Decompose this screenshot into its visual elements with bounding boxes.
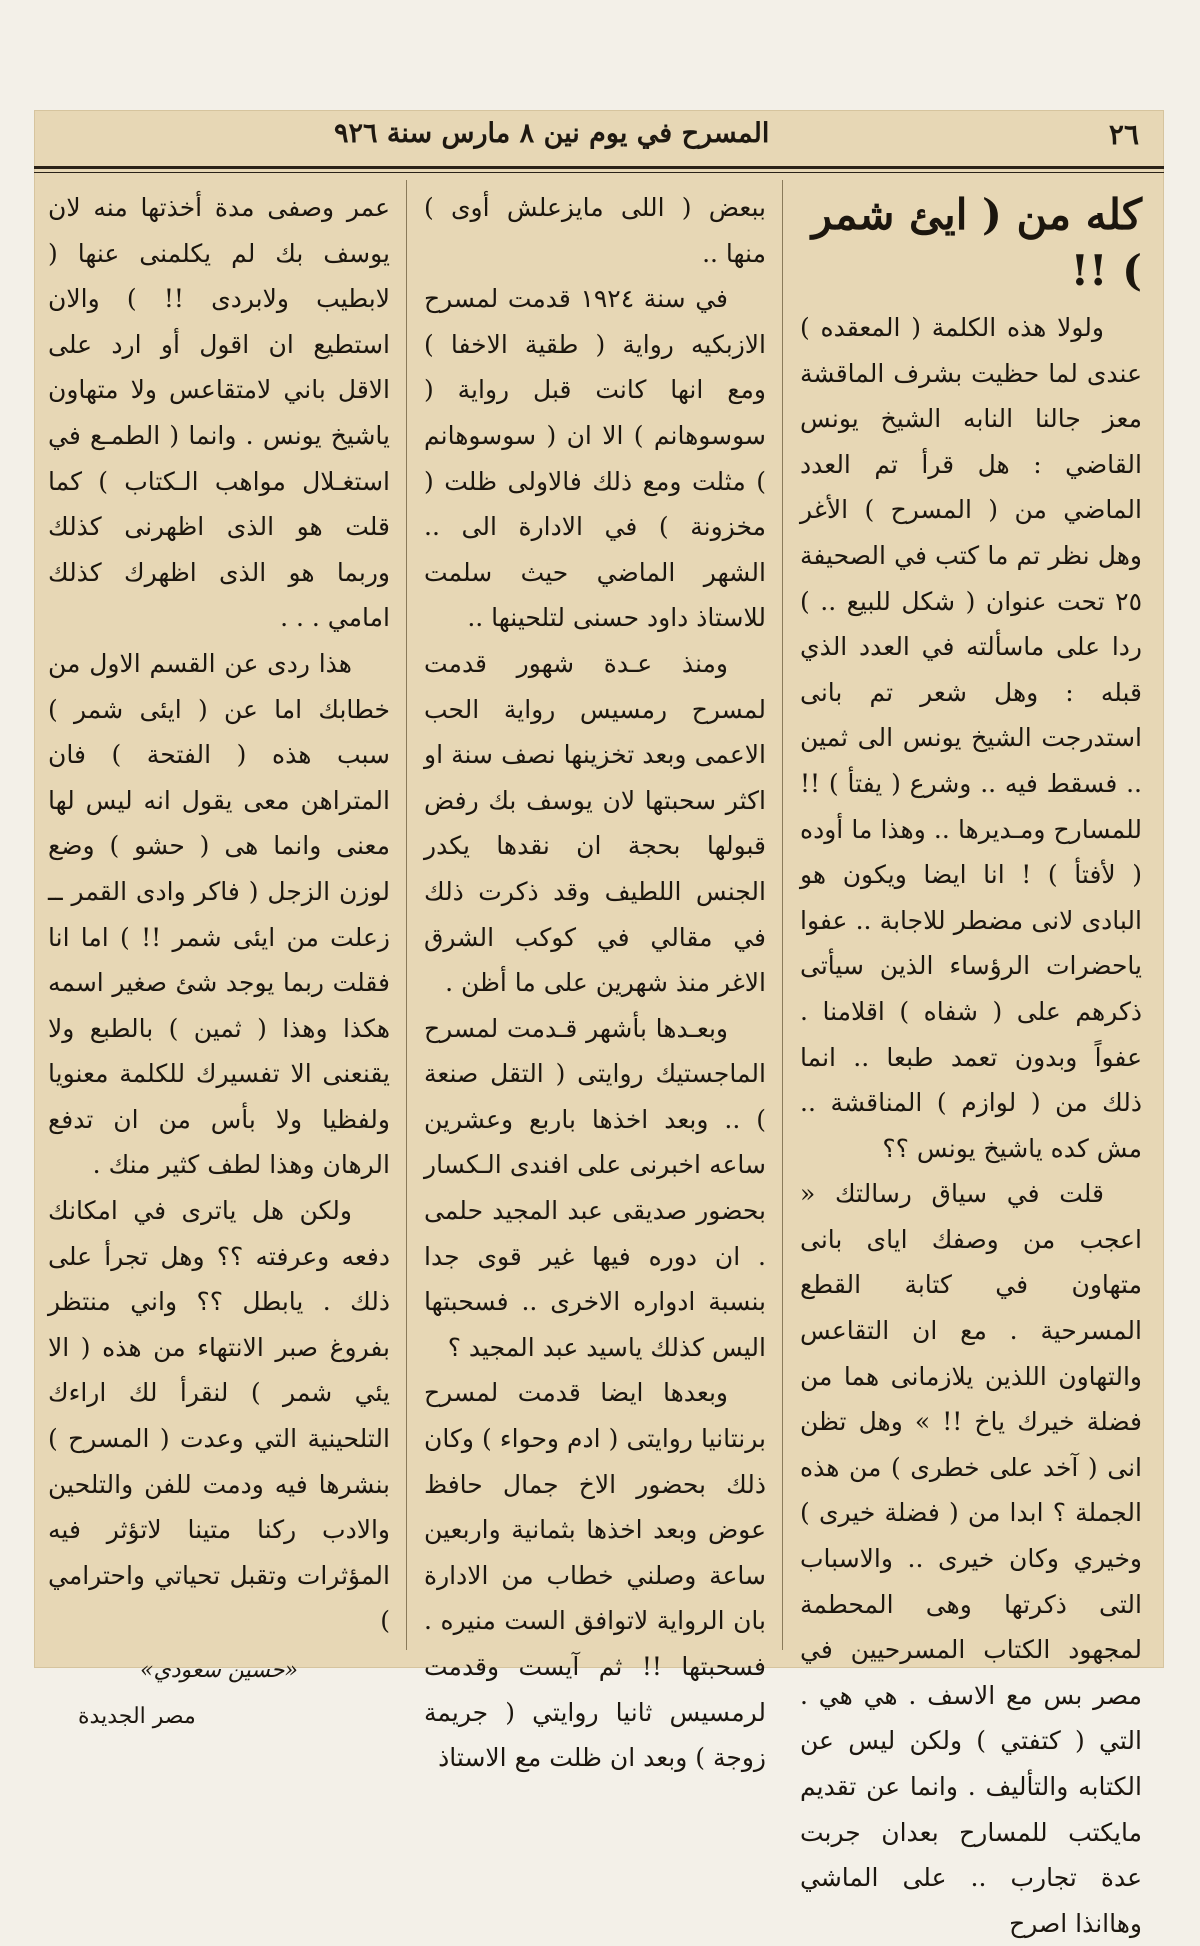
paragraph: في سنة ١٩٢٤ قدمت لمسرح الازبكيه رواية ( طقية الاخفا ) ومع انها كانت قبل رواية ( سوسوهانم ) الا ان ( سوسوهانم ) مثلت ومع ذلك فالاولى ظلت ( مخزونة ) في الادارة الى .. الشهر الماضي حيث سلمت للاستاذ داود حسنى لتلحينها .. bbox=[424, 284, 766, 633]
page-number: ٢٦ bbox=[1108, 118, 1139, 151]
paragraph: قلت في سياق رسالتك « اعجب من وصفك اياى بانى متهاون في كتابة القطع المسرحية . مع ان التقاعس والتهاون اللذين يلازمانى هما من فضلة خيرك ياخ !! » وهل تظن انى ( آخد على خطرى ) من هذه الجملة ؟ ابدا من ( فضلة خيرى ) وخيري وكان خيرى .. والاسباب التى ذكرتها وهى المحطمة لمجهود الكتاب المسرحيين في مصر بس مع الاسف . هي هي . التي ( كتفتي ) ولكن ليس عن الكتابه والتأليف . وانما عن تقديم مايكتب للمسارح بعدان جربت عدة تجارب .. على الماشي وهاانذا اصرح bbox=[800, 1179, 1142, 1938]
paragraph: ومنذ عـدة شهور قدمت لمسرح رمسيس رواية الحب الاعمى وبعد تخزينها نصف سنة او اكثر سحبتها لان يوسف بك رفض قبولها بحجة ان نقدها يكدر الجنس اللطيف وقد ذكرت ذلك في مقالي في كوكب الشرق الاغر منذ شهرين على ما أظن . bbox=[424, 648, 766, 998]
dateline-place: مصر الجديدة bbox=[78, 1703, 196, 1729]
paragraph: وبعدها ايضا قدمت لمسرح برنتانيا روايتى ( ادم وحواء ) وكان ذلك بحضور الاخ جمال حافظ عوض وبعد اخذها بثمانية واربعين ساعة وصلني خطاب من الادارة بان الرواية لاتوافق الست منيره . فسحبتها !! ثم آيست وقدمت لرمسيس ثانيا روايتي ( جريمة زوجة ) وبعد ان ظلت مع الاستاذ bbox=[424, 1378, 766, 1773]
paragraph: هذا ردى عن القسم الاول من خطابك اما عن ( ايئى شمر ) سبب هذه ( الفتحة ) فان المتراهن معى يقول انه ليس لها معنى وانما هى ( حشو ) وضع لوزن الزجل ( فاكر وادى القمر ــ زعلت من ايئى شمر !! ) اما انا فقلت ربما يوجد شئ صغير اسمه هكذا وهذا ( ثمين ) بالطبع ولا يقنعنى الا تفسيرك للكلمة معنويا ولفظيا ولا بأس من ان تدفع الرهان وهذا لطف كثير منك . bbox=[48, 648, 390, 1180]
author-signature: «حسين سعودي» bbox=[140, 1658, 298, 1683]
column-divider bbox=[782, 180, 783, 1650]
running-title: المسرح في يوم نين ٨ مارس سنة ٩٢٦ bbox=[334, 118, 770, 149]
paragraph: عمر وصفى مدة أخذتها منه لان يوسف بك لم يكلمنى عنها ( لابطيب ولابردى !! ) والان استطيع ان اقول أو ارد على الاقل باني لامتقاعس ولا متهاون ياشيخ يونس . وانما ( الطمـع في استغـلال مواهب الـكتاب ) كما قلت هو الذى اظهرنى كذلك وربما هو الذى اظهرك كذلك امامي . . . bbox=[48, 193, 390, 633]
magazine-page bbox=[34, 110, 1164, 1938]
column-divider bbox=[406, 180, 407, 1650]
column-right bbox=[800, 185, 1142, 1946]
header-rule-thin bbox=[34, 172, 1164, 173]
page-header bbox=[34, 110, 1164, 170]
column-left bbox=[48, 185, 390, 1739]
paragraph: وبعـدها بأشهر قـدمت لمسرح الماجستيك روايتى ( التقل صنعة ) .. وبعد اخذها باربع وعشرين ساعه اخبرنى على افندى الـكسار بحضور صديقى عبد المجيد حلمى . ان دوره فيها غير قوى جدا بنسبة ادواره الاخرى .. فسحبتها اليس كذلك ياسيد عبد المجيد ؟ bbox=[424, 1013, 766, 1362]
header-rule-thick bbox=[34, 166, 1164, 169]
paragraph: ولكن هل ياترى في امكانك دفعه وعرفته ؟؟ وهل تجرأ على ذلك . يابطل ؟؟ واني منتظر بفروغ صبر الانتهاء من هذه ( الا يئي شمر ) لنقرأ لك اراءك التلحينية التي وعدت ( المسرح ) بنشرها فيه ودمت للفن والتلحين والادب ركنا متينا لاتؤثر فيه المؤثرات وتقبل تحياتي واحترامي ) bbox=[48, 1196, 390, 1636]
paragraph: ببعض ( اللى مايزعلش أوى ) منها .. bbox=[424, 193, 766, 268]
paragraph: ولولا هذه الكلمة ( المعقده ) عندى لما حظيت بشرف الماقشة معز جالنا النابه الشيخ يونس القاضي : هل قرأ تم العدد الماضي من ( المسرح ) الأغر وهل نظر تم ما كتب في الصحيفة ٢٥ تحت عنوان ( شكل للبيع .. ) ردا على ماسألته في العدد الذي قبله : وهل شعر تم بانى استدرجت الشيخ يونس الى ثمين .. فسقط فيه .. وشرع ( يفتأ ) !! للمسارح ومـديرها .. وهذا ما أوده ( لأفتأ ) ! انا ايضا ويكون هو البادى لانى مضطر للاجابة .. عفوا ياحضرات الرؤساء الذين سيأتى ذكرهم على ( شفاه ) اقلامنا . عفواً وبدون تعمد طبعا .. انما ذلك من ( لوازم ) المناقشة .. مش كده ياشيخ يونس ؟؟ bbox=[800, 313, 1142, 1163]
article-title: كله من ( ايئ شمر ) !! bbox=[811, 190, 1142, 295]
column-middle bbox=[424, 185, 766, 1781]
